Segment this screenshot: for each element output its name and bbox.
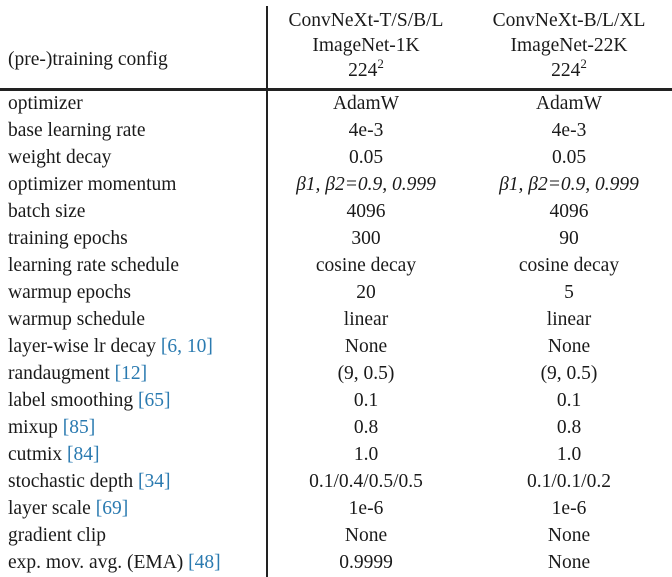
value-imagenet-22k: 0.05: [551, 147, 587, 168]
table-row: [0, 522, 672, 549]
value-imagenet-22k: None: [547, 336, 591, 357]
value-imagenet-1k: None: [344, 525, 388, 546]
citation-link[interactable]: [6, 10]: [160, 336, 213, 357]
value-imagenet-1k: (9, 0.5): [337, 363, 395, 384]
row-label: cutmix [84]: [8, 444, 100, 465]
value-imagenet-1k: cosine decay: [315, 255, 417, 276]
header-column-1-model: ConvNeXt-T/S/B/L: [288, 10, 444, 31]
table-row: [0, 441, 672, 468]
row-label: layer scale [69]: [8, 498, 129, 519]
row-label: gradient clip: [8, 525, 107, 546]
row-label: mixup [85]: [8, 417, 96, 438]
value-imagenet-22k: β1, β2=0.9, 0.999: [499, 174, 639, 195]
value-imagenet-22k: 0.8: [556, 417, 582, 438]
citation-link[interactable]: [34]: [137, 471, 171, 492]
table-row: [0, 333, 672, 360]
citation-link[interactable]: [65]: [138, 390, 171, 411]
table-row: [0, 306, 672, 333]
value-imagenet-1k: 20: [356, 282, 376, 303]
value-imagenet-22k: 4096: [549, 201, 589, 222]
value-imagenet-22k: None: [547, 552, 591, 573]
row-label: label smoothing [65]: [8, 390, 171, 411]
table-row: [0, 90, 672, 117]
table-row: [0, 360, 672, 387]
row-label: stochastic depth [34]: [8, 471, 171, 492]
value-imagenet-1k: 0.1/0.4/0.5/0.5: [309, 471, 423, 492]
row-label: weight decay: [8, 147, 112, 168]
value-imagenet-1k: 4e-3: [348, 120, 384, 141]
value-imagenet-22k: 0.1: [556, 390, 582, 411]
table-row: [0, 495, 672, 522]
table-row: [0, 549, 672, 576]
row-label: layer-wise lr decay [6, 10]: [8, 336, 213, 357]
value-imagenet-22k: (9, 0.5): [540, 363, 598, 384]
citation-link[interactable]: [48]: [188, 552, 221, 573]
table-body: [0, 90, 672, 576]
value-imagenet-22k: cosine decay: [518, 255, 620, 276]
table-row: [0, 144, 672, 171]
row-label: training epochs: [8, 228, 128, 249]
row-label: warmup schedule: [8, 309, 145, 330]
header-column-1-resolution: $224^2$: [348, 56, 384, 81]
value-imagenet-22k: linear: [546, 309, 592, 330]
row-label: exp. mov. avg. (EMA) [48]: [8, 552, 221, 573]
row-label: optimizer: [8, 93, 83, 114]
value-imagenet-22k: 90: [559, 228, 579, 249]
row-label: optimizer momentum: [8, 174, 177, 195]
value-imagenet-1k: AdamW: [332, 93, 400, 114]
table-row: [0, 414, 672, 441]
table-row: [0, 387, 672, 414]
row-label: warmup epochs: [8, 282, 131, 303]
table-row: [0, 171, 672, 198]
value-imagenet-1k: 1.0: [353, 444, 379, 465]
value-imagenet-1k: 300: [351, 228, 381, 249]
header-column-2-dataset: ImageNet-22K: [510, 35, 628, 56]
value-imagenet-1k: β1, β2=0.9, 0.999: [296, 174, 436, 195]
header-column-2-model: ConvNeXt-B/L/XL: [492, 10, 646, 31]
table-row: [0, 225, 672, 252]
row-label: batch size: [8, 201, 86, 222]
citation-link[interactable]: [69]: [95, 498, 129, 519]
header-column-2-resolution: $224^2$: [551, 56, 587, 81]
value-imagenet-22k: 1.0: [556, 444, 582, 465]
value-imagenet-22k: None: [547, 525, 591, 546]
row-label: randaugment [12]: [8, 363, 148, 384]
value-imagenet-22k: 5: [564, 282, 574, 303]
value-imagenet-1k: 1e-6: [348, 498, 384, 519]
header-column-1: [268, 8, 464, 83]
value-imagenet-1k: 4096: [346, 201, 386, 222]
value-imagenet-22k: 0.1/0.1/0.2: [527, 471, 611, 492]
table-row: [0, 117, 672, 144]
header-column-2: [466, 8, 672, 83]
row-label: base learning rate: [8, 120, 146, 141]
table-row: [0, 198, 672, 225]
citation-link[interactable]: [84]: [67, 444, 100, 465]
value-imagenet-22k: 4e-3: [551, 120, 587, 141]
citation-link[interactable]: [12]: [114, 363, 148, 384]
citation-link[interactable]: [85]: [62, 417, 96, 438]
value-imagenet-1k: 0.9999: [339, 552, 393, 573]
table-row: [0, 279, 672, 306]
value-imagenet-1k: 0.8: [353, 417, 379, 438]
value-imagenet-1k: None: [344, 336, 388, 357]
table-row: [0, 252, 672, 279]
value-imagenet-1k: linear: [343, 309, 389, 330]
header-row-label: (pre-)training config: [8, 49, 168, 70]
value-imagenet-22k: 1e-6: [551, 498, 587, 519]
table-row: [0, 468, 672, 495]
value-imagenet-1k: 0.05: [348, 147, 384, 168]
row-label: learning rate schedule: [8, 255, 180, 276]
value-imagenet-22k: AdamW: [535, 93, 603, 114]
header-column-1-dataset: ImageNet-1K: [312, 35, 420, 56]
value-imagenet-1k: 0.1: [353, 390, 379, 411]
